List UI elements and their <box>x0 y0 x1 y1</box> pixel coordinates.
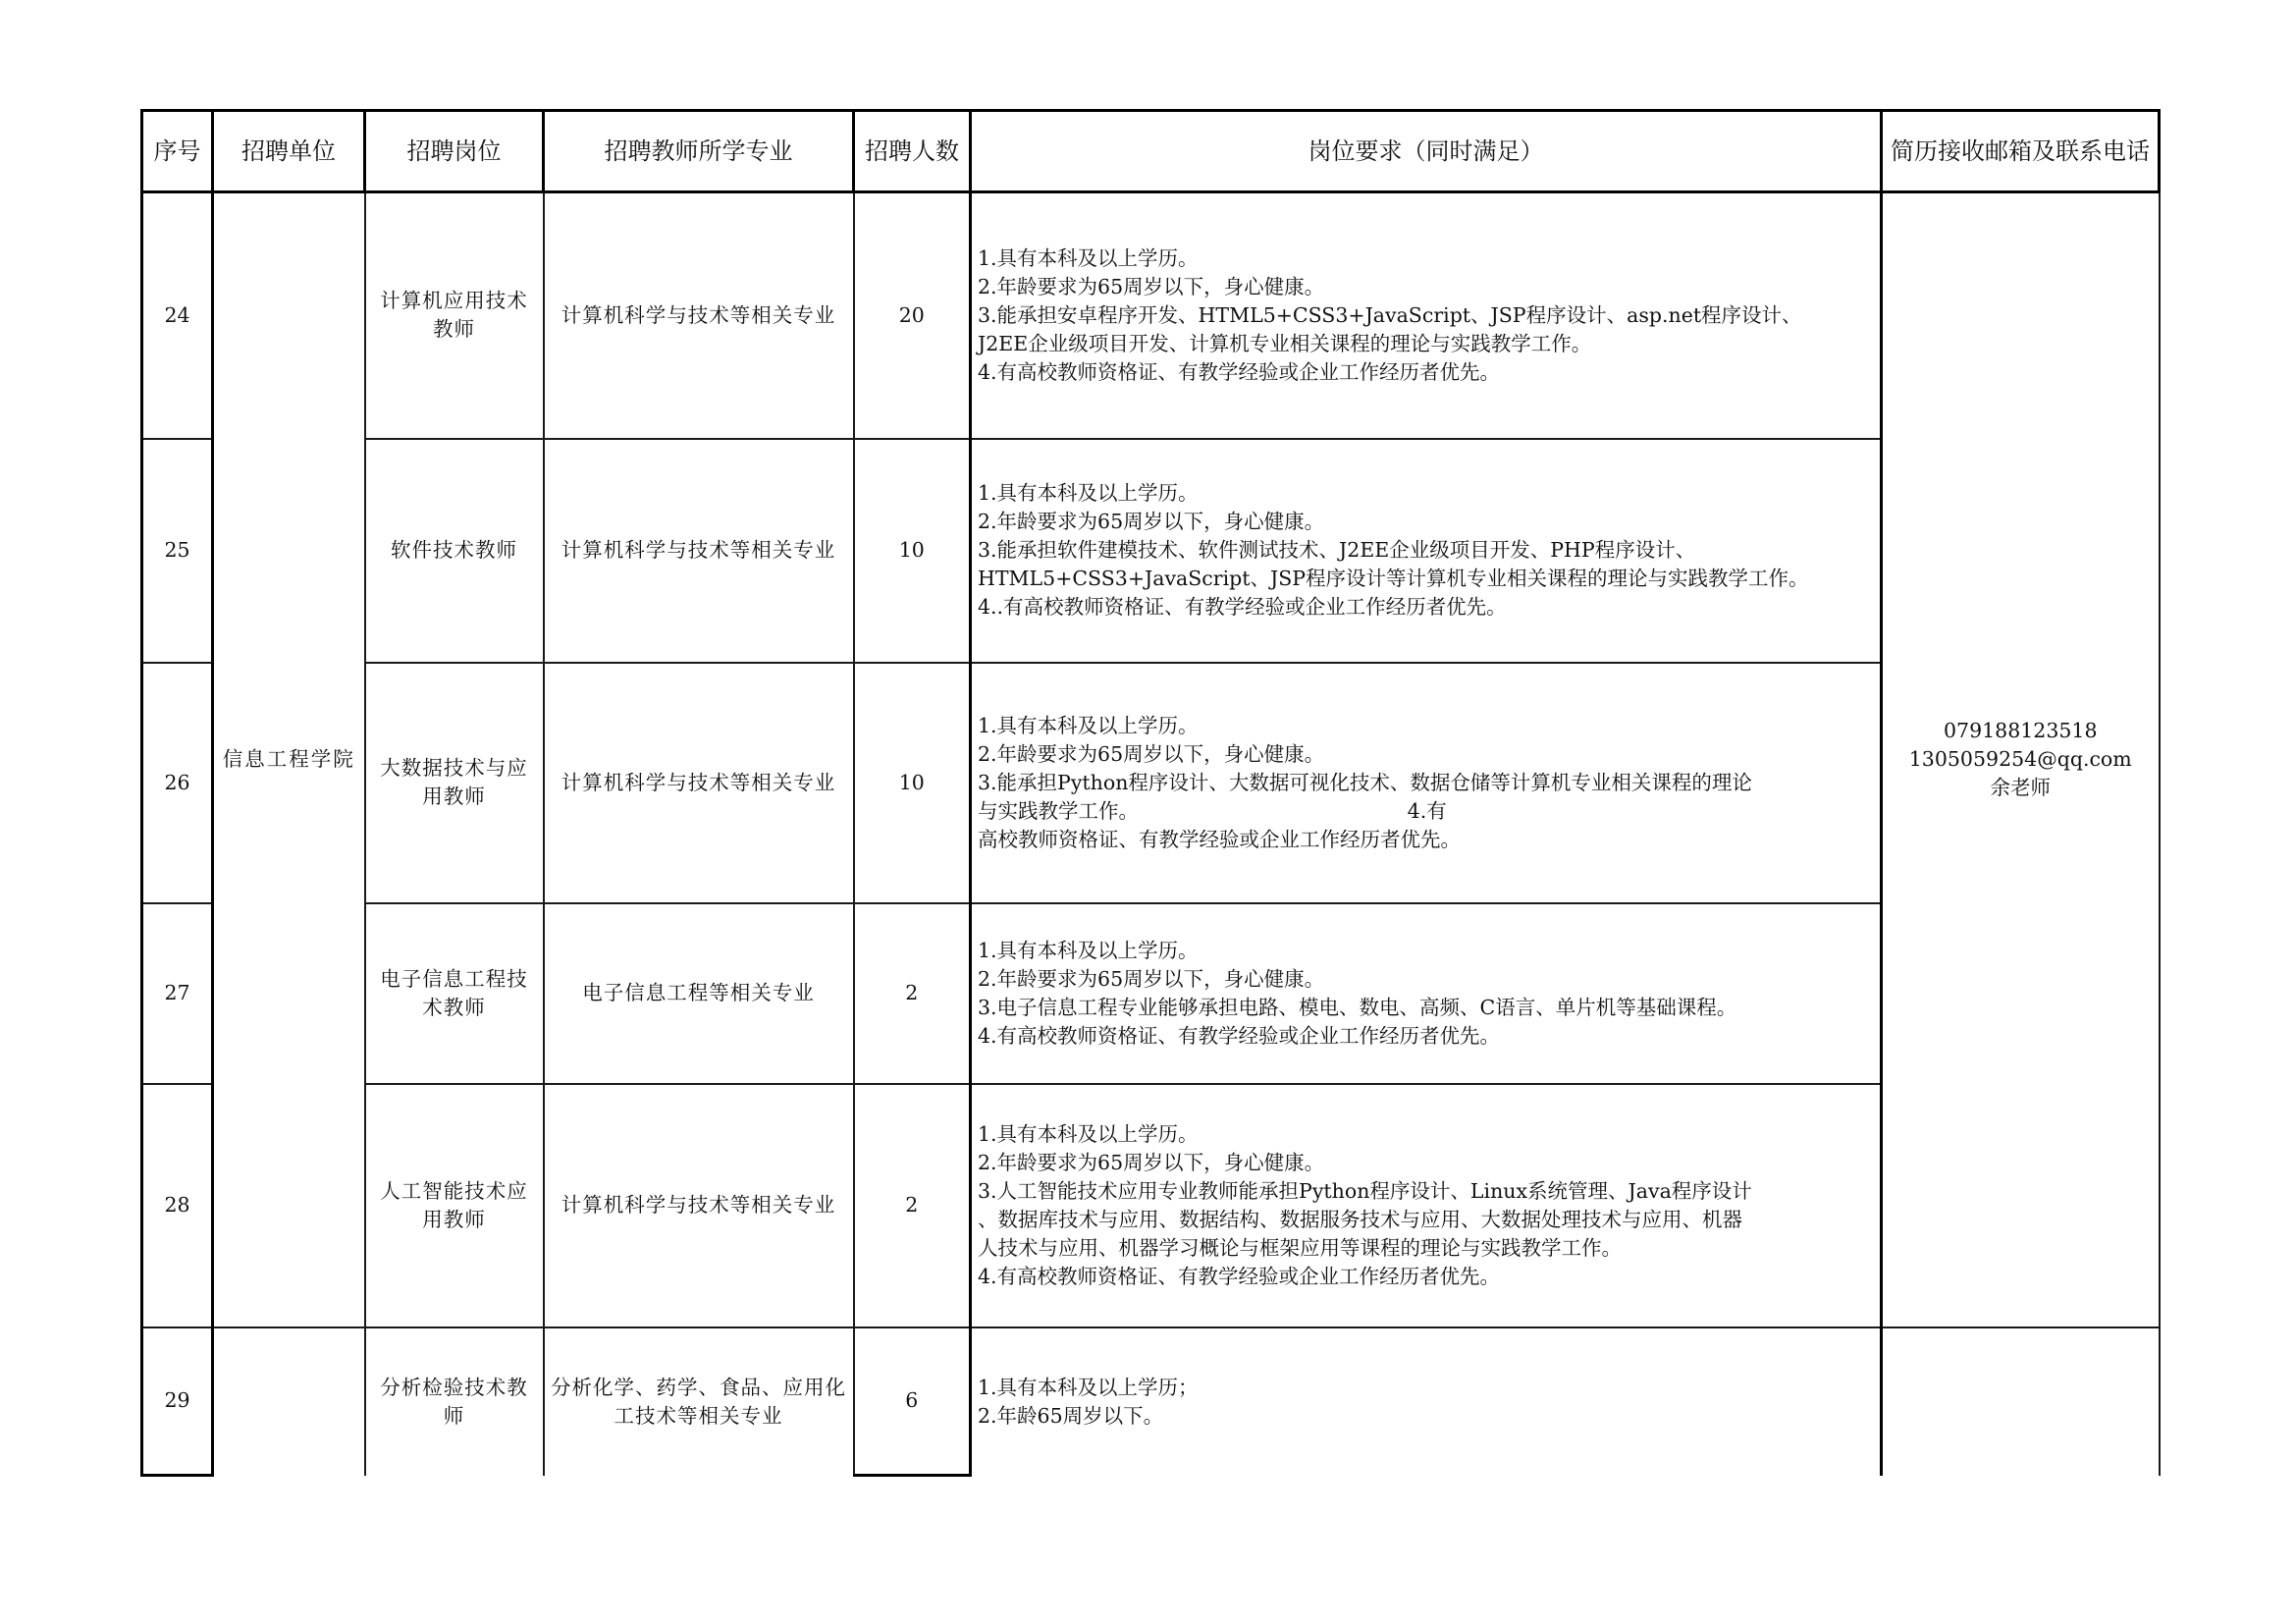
table-row <box>142 192 2160 439</box>
requirement-line: 2.年龄要求为65周岁以下，身心健康。 <box>978 741 1325 766</box>
table-row <box>142 1084 2160 1327</box>
major-cell: 电子信息工程等相关专业 <box>544 903 854 1084</box>
position-cell: 大数据技术与应用教师 <box>365 663 544 903</box>
count-cell: 2 <box>854 1084 971 1327</box>
row-index: 28 <box>142 1084 213 1327</box>
row-index: 29 <box>142 1327 213 1476</box>
requirements-cell <box>971 663 1882 903</box>
requirement-line: 、数据库技术与应用、数据结构、数据服务技术与应用、大数据处理技术与应用、机器 <box>978 1207 1742 1231</box>
recruitment-table <box>140 109 2161 1477</box>
position-cell: 软件技术教师 <box>365 439 544 663</box>
major-cell: 计算机科学与技术等相关专业 <box>544 1084 854 1327</box>
requirement-line: 3.电子信息工程专业能够承担电路、模电、数电、高频、C语言、单片机等基础课程。 <box>978 995 1737 1019</box>
count-cell: 20 <box>854 192 971 439</box>
requirement-line: 2.年龄要求为65周岁以下，身心健康。 <box>978 1150 1325 1174</box>
table-row <box>142 903 2160 1084</box>
header-contact: 简历接收邮箱及联系电话 <box>1882 111 2160 192</box>
requirements-cell <box>971 439 1882 663</box>
requirement-line: 3.人工智能技术应用专业教师能承担Python程序设计、Linux系统管理、Java程序设计 <box>978 1178 1752 1203</box>
header-position: 招聘岗位 <box>365 111 544 192</box>
requirement-line: 4.有高校教师资格证、有教学经验或企业工作经历者优先。 <box>978 1264 1501 1288</box>
requirement-line: 1.具有本科及以上学历。 <box>978 245 1199 270</box>
major-cell: 计算机科学与技术等相关专业 <box>544 439 854 663</box>
requirement-line: 1.具有本科及以上学历。 <box>978 481 1199 505</box>
requirement-line: 2.年龄要求为65周岁以下，身心健康。 <box>978 510 1325 533</box>
requirements-cell <box>971 192 1882 439</box>
unit-cell-empty <box>213 1327 365 1476</box>
requirement-line: 1.具有本科及以上学历。 <box>978 1121 1199 1146</box>
contact-phone: 079188123518 <box>1943 719 2098 743</box>
row-index: 27 <box>142 903 213 1084</box>
requirement-line: J2EE企业级项目开发、计算机专业相关课程的理论与实践教学工作。 <box>978 331 1592 355</box>
table-row <box>142 663 2160 903</box>
requirements-cell <box>971 1084 1882 1327</box>
major-cell: 计算机科学与技术等相关专业 <box>544 663 854 903</box>
row-index: 24 <box>142 192 213 439</box>
major-cell: 计算机科学与技术等相关专业 <box>544 192 854 439</box>
requirement-line: 2.年龄要求为65周岁以下，身心健康。 <box>978 966 1325 991</box>
position-cell: 计算机应用技术教师 <box>365 192 544 439</box>
requirement-line: 4..有高校教师资格证、有教学经验或企业工作经历者优先。 <box>978 595 1507 619</box>
requirement-line: 1.具有本科及以上学历。 <box>978 713 1199 737</box>
requirement-line: 3.能承担Python程序设计、大数据可视化技术、数据仓储等计算机专业相关课程的理论 <box>978 770 1752 794</box>
header-major: 招聘教师所学专业 <box>544 111 854 192</box>
requirement-line: 2.年龄65周岁以下。 <box>978 1403 1164 1428</box>
contact-email: 1305059254@qq.com <box>1908 747 2132 772</box>
table-row <box>142 439 2160 663</box>
requirement-line: 1.具有本科及以上学历。 <box>978 938 1199 962</box>
contact-cell <box>1882 192 2160 1327</box>
header-count: 招聘人数 <box>854 111 971 192</box>
header-index: 序号 <box>142 111 213 192</box>
unit-cell: 信息工程学院 <box>213 192 365 1327</box>
header-unit: 招聘单位 <box>213 111 365 192</box>
major-cell: 分析化学、药学、食品、应用化工技术等相关专业 <box>544 1327 854 1476</box>
requirement-line: 4.有高校教师资格证、有教学经验或企业工作经历者优先。 <box>978 359 1501 384</box>
requirement-line: 3.能承担安卓程序开发、HTML5+CSS3+JavaScript、JSP程序设计、asp.net程序设计、 <box>978 302 1802 327</box>
row-index: 25 <box>142 439 213 663</box>
contact-person: 余老师 <box>1990 776 2051 800</box>
count-cell: 2 <box>854 903 971 1084</box>
requirement-line: 3.能承担软件建模技术、软件测试技术、J2EE企业级项目开发、PHP程序设计、 <box>978 538 1696 562</box>
requirement-line: 与实践教学工作。 4.有 <box>978 798 1447 823</box>
position-cell: 分析检验技术教师 <box>365 1327 544 1476</box>
requirement-line: 人技术与应用、机器学习概论与框架应用等课程的理论与实践教学工作。 <box>978 1235 1622 1260</box>
requirement-line: 高校教师资格证、有教学经验或企业工作经历者优先。 <box>978 827 1461 851</box>
requirement-line: 2.年龄要求为65周岁以下，身心健康。 <box>978 274 1325 298</box>
row-index: 26 <box>142 663 213 903</box>
requirements-cell <box>971 1327 1882 1476</box>
requirement-line: 4.有高校教师资格证、有教学经验或企业工作经历者优先。 <box>978 1023 1501 1048</box>
header-requirements: 岗位要求（同时满足） <box>971 111 1882 192</box>
contact-cell-empty <box>1882 1327 2160 1476</box>
requirement-line: HTML5+CSS3+JavaScript、JSP程序设计等计算机专业相关课程的理论与实践教学工作。 <box>978 567 1809 590</box>
table-row <box>142 1327 2160 1476</box>
count-cell: 10 <box>854 663 971 903</box>
requirement-line: 1.具有本科及以上学历； <box>978 1375 1199 1399</box>
count-cell: 10 <box>854 439 971 663</box>
position-cell: 人工智能技术应用教师 <box>365 1084 544 1327</box>
position-cell: 电子信息工程技术教师 <box>365 903 544 1084</box>
count-cell: 6 <box>854 1327 971 1476</box>
header-row <box>142 111 2160 192</box>
requirements-cell <box>971 903 1882 1084</box>
